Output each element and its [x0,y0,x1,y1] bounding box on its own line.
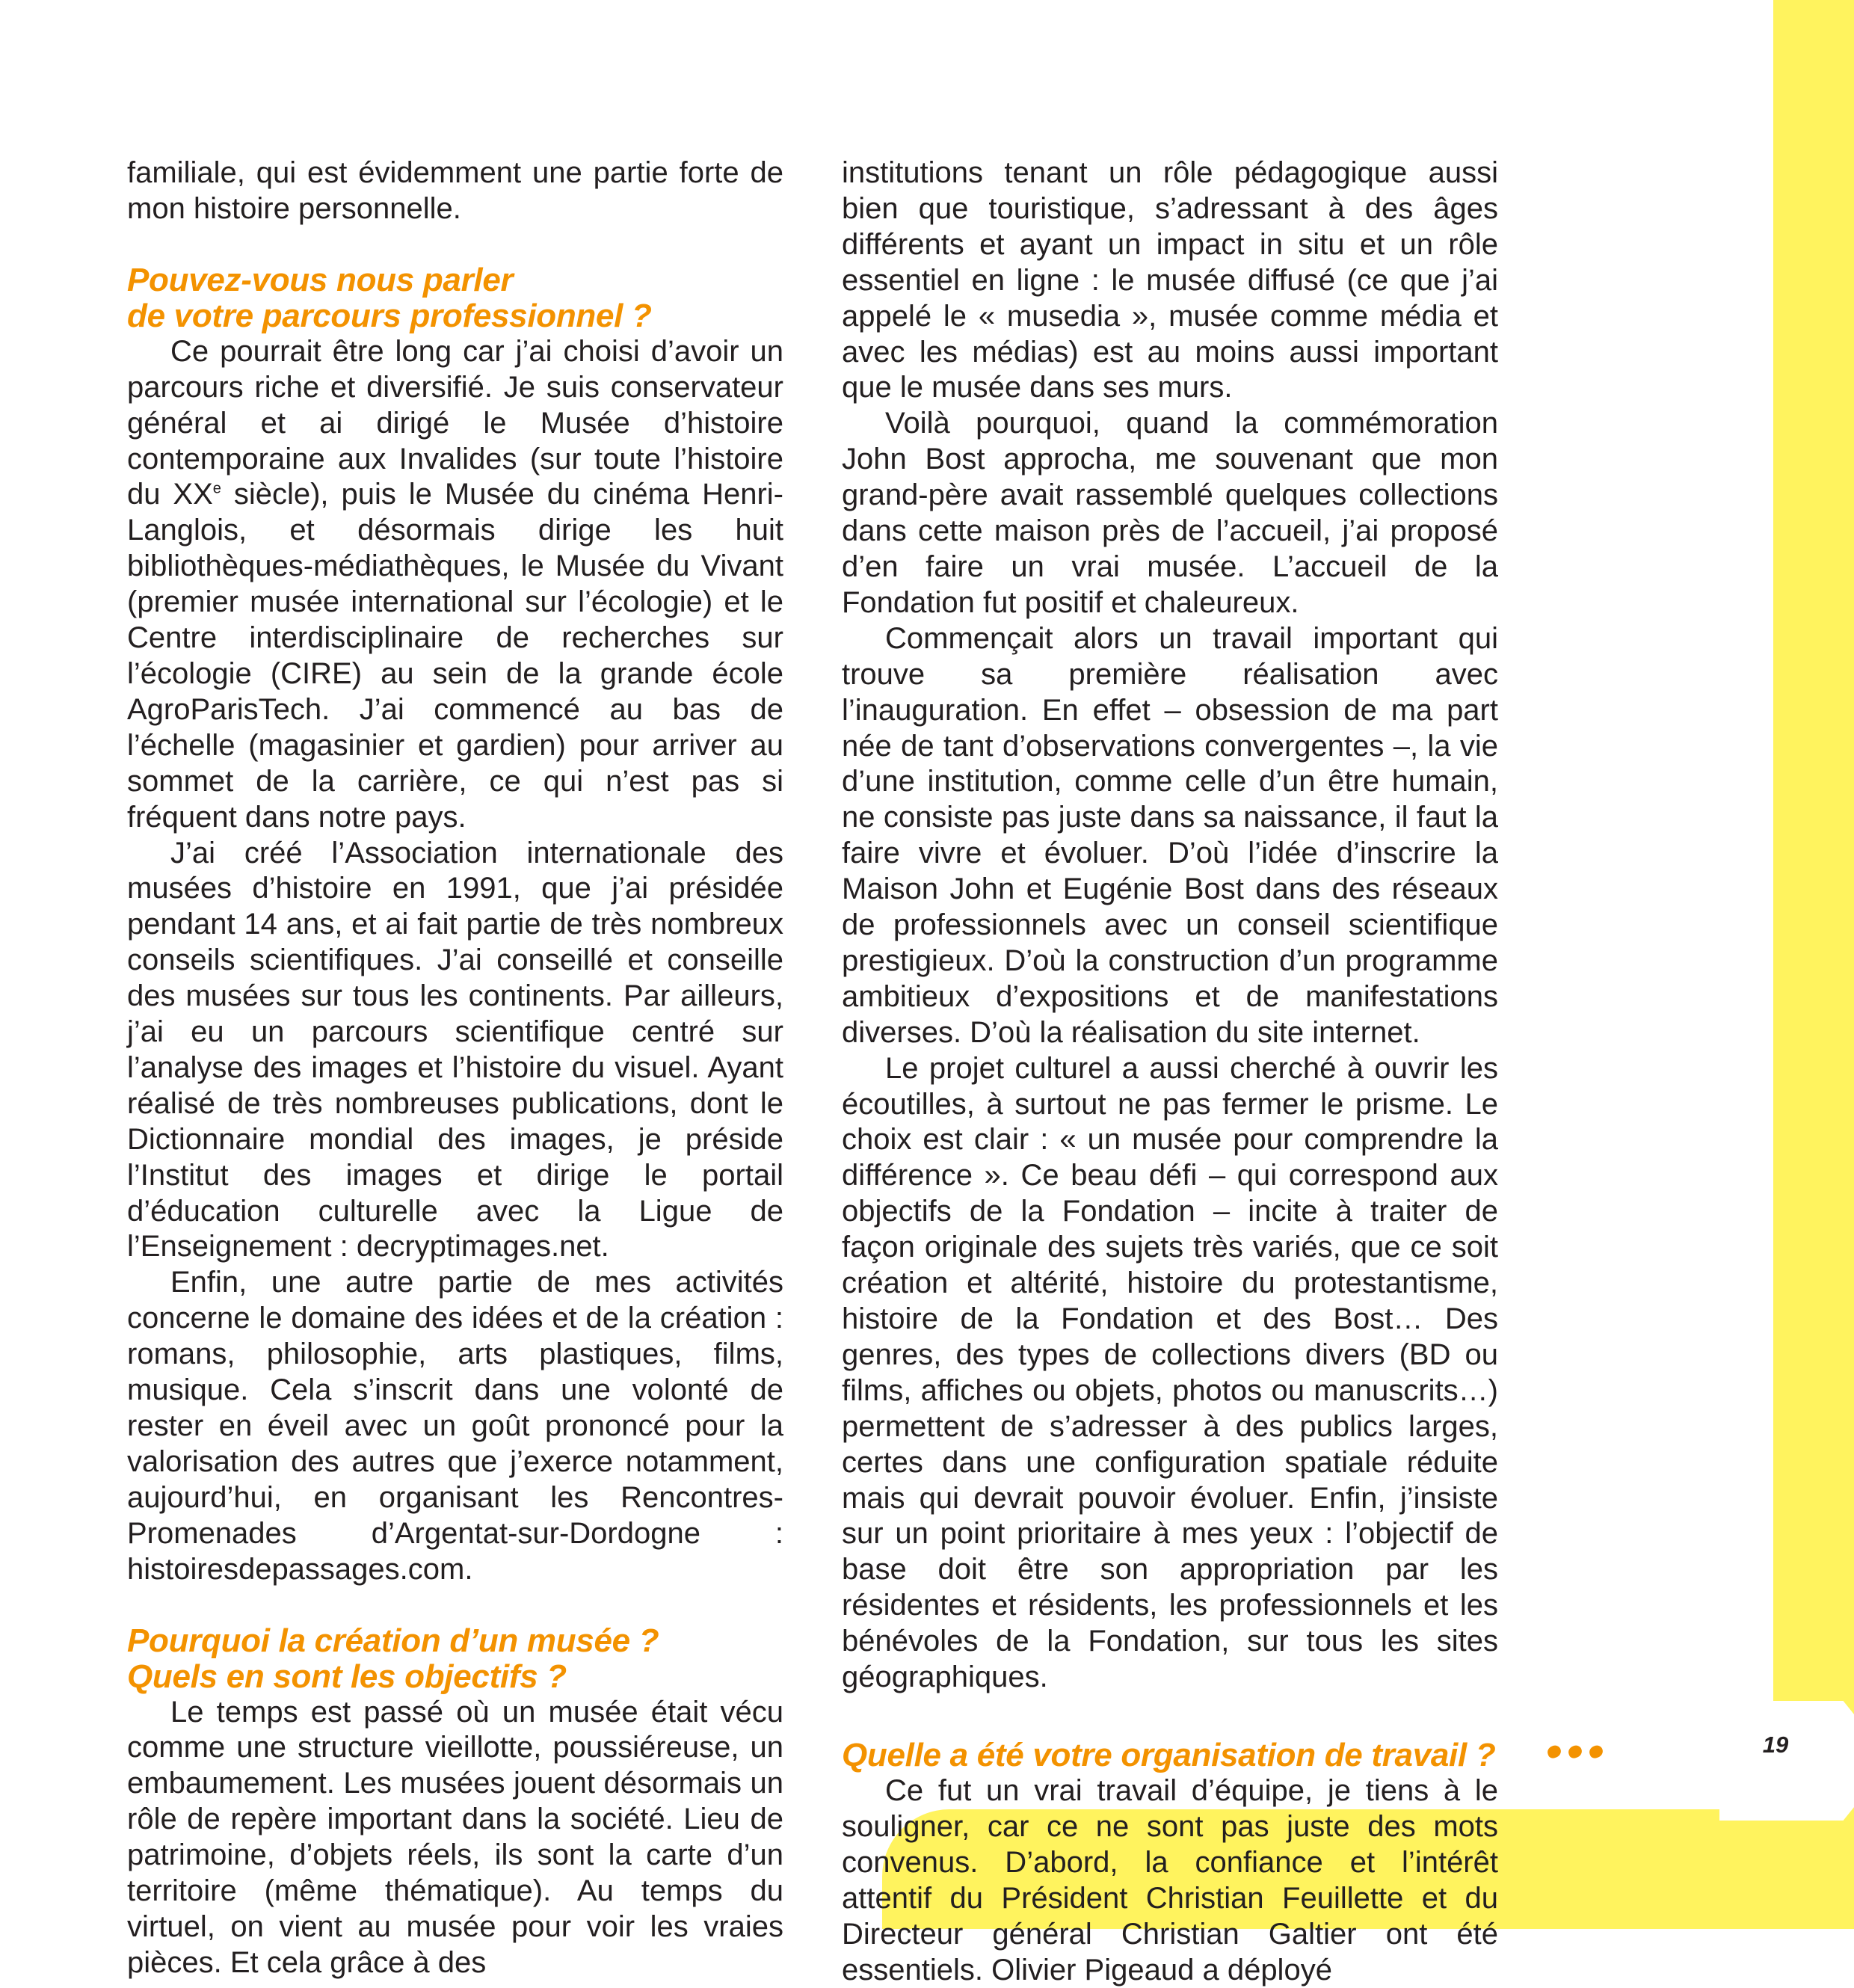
paragraph [127,334,783,836]
section-heading: Quelle a été votre organisation de travail ? [842,1736,1496,1773]
heading-line: de votre parcours professionnel ? [127,297,652,334]
paragraph: Voilà pourquoi, quand la commémoration John Bost approcha, me souvenant que mon grand-père avait rassemblé quelques collections dans cette maison près de l’accueil, j’ai proposé d’en faire un vrai musée. L’accueil de la Fondation fut positif et chaleureux. [842,407,1498,619]
page-number: 19 [1762,1732,1789,1758]
decorative-dots [1547,1741,1607,1763]
paragraph-text: Ce pourrait être long car j’ai choisi d’avoir un parcours riche et diversifié. Je suis conservateur général et ai dirigé le Musée d’histoire contemporaine aux Invalides (sur toute l’histoire du XX [127,334,783,511]
heading-line: Pouvez-vous nous parler [127,261,514,298]
dot-icon [1567,1744,1583,1759]
dot-icon [1546,1744,1562,1759]
paragraph: familiale, qui est évidemment une partie forte de mon histoire personnelle. [127,156,783,225]
paragraph: Le temps est passé où un musée était vécu comme une structure vieillotte, poussiéreuse, un embaumement. Les musées jouent désormais un rôle de repère important dans la société. Lieu de patrimoine, d’objets réels, ils sont la carte d’un territoire (même thématique). Au temps du virtuel, on vient au musée pour voir les vraies pièces. Et cela grâce à des [127,1695,783,1979]
heading-line: Pourquoi la création d’un musée ? [127,1622,659,1659]
paragraph: Le projet culturel a aussi cherché à ouvrir les écoutilles, à surtout ne pas fermer le prisme. Le choix est clair : « un musée pour comprendre la différence ». Ce beau défi – qui correspond aux objectifs de la Fondation – incite à traiter de façon originale des sujets très variés, que ce soit création et altérité, histoire du protestantisme, histoire de la Fondation et des Bost… Des genres, des types de collections divers (BD ou films, affiches ou objets, photos ou manuscrits…) permettent de s’adresser à des publics larges, certes dans une configuration spatiale réduite mais qui devrait pouvoir évoluer. Enfin, j’insiste sur un point prioritaire à mes yeux : l’objectif de base doit être son appropriation par les résidentes et résidents, les professionnels et les bénévoles de la Fondation, sur tous les sites géographiques. [842,1051,1498,1694]
paragraph: Ce fut un vrai travail d’équipe, je tiens à le souligner, car ce ne sont pas juste des mots convenus. D’abord, la confiance et l’intérêt attentif du Président Christian Feuillette et du Directeur général Christian Galtier ont été essentiels. Olivier Pigeaud a déployé [842,1773,1498,1987]
section-heading [127,1623,783,1695]
heading-line: Quels en sont les objectifs ? [127,1658,567,1695]
right-column [842,156,1498,1988]
left-column [127,156,783,1981]
section-heading [127,262,783,334]
paragraph: Enfin, une autre partie de mes activités concerne le domaine des idées et de la création : romans, philosophie, arts plastiques, films, musique. Cela s’inscrit dans une volonté de rester en éveil avec un goût prononcé pour la valorisation des autres que j’exerce notamment, aujourd’hui, en organisant les Rencontres-Promenades d’Argentat-sur-Dordogne : histoiresdepassages.com. [127,1266,783,1586]
paragraph: institutions tenant un rôle pédagogique aussi bien que touristique, s’adressant à des âges différents et ayant un impact in situ et un rôle essentiel en ligne : le musée diffusé (ce que j’ai appelé le « musedia », musée comme média et avec les médias) est au moins aussi important que le musée dans ses murs. [842,156,1498,404]
superscript: e [212,481,221,498]
paragraph: Commençait alors un travail important qui trouve sa première réalisation avec l’inauguration. En effet – obsession de ma part née de tant d’observations convergentes –, la vie d’une institution, comme celle d’un être humain, ne consiste pas juste dans sa naissance, il faut la faire vivre et évoluer. D’où l’idée d’inscrire la Maison John et Eugénie Bost dans des réseaux de professionnels avec un conseil scientifique prestigieux. D’où la construction d’un programme ambitieux d’expositions et de manifestations diverses. D’où la réalisation du site internet. [842,621,1498,1049]
page-number-tab [1719,1701,1854,1821]
yellow-side-band [1773,0,1854,1854]
paragraph-text: siècle), puis le Musée du cinéma Henri-Langlois, et désormais dirige les huit bibliothèques-médiathèques, le Musée du Vivant (premier musée international sur l’écologie) et le Centre interdisciplinaire de recherches sur l’écologie (CIRE) au sein de la grande école AgroParisTech. J’ai commencé au bas de l’échelle (magasinier et gardien) pour arriver au sommet de la carrière, ce qui n’est pas si fréquent dans notre pays. [127,478,783,834]
paragraph: J’ai créé l’Association internationale des musées d’histoire en 1991, que j’ai présidée pendant 14 ans, et ai fait partie de très nombreux conseils scientifiques. J’ai conseillé et conseille des musées sur tous les continents. Par ailleurs, j’ai eu un parcours scientifique centré sur l’analyse des images et l’histoire du visuel. Ayant réalisé de très nombreuses publications, dont le Dictionnaire mondial des images, je préside l’Institut des images et dirige le portail d’éducation culturelle avec la Ligue de l’Enseignement : decryptimages.net. [127,836,783,1264]
dot-icon [1588,1744,1604,1759]
